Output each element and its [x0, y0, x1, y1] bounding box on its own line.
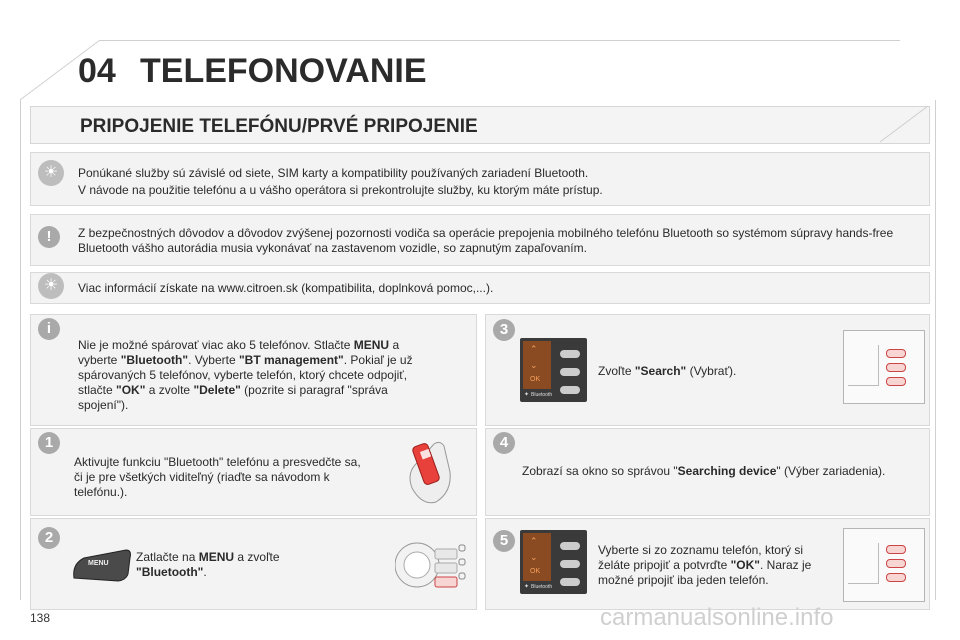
screen-bluetooth-label: Bluetooth	[531, 584, 553, 590]
note-text-bold: "OK"	[116, 383, 146, 397]
frame-line-right	[935, 100, 936, 600]
step5-number: 5	[493, 530, 515, 552]
note-text-part: a zvolte	[145, 383, 194, 397]
note-text-bold: "BT management"	[238, 353, 344, 367]
menu-button-label: MENU	[88, 560, 109, 567]
screen-button	[560, 350, 580, 358]
watermark: carmanualsonline.info	[600, 604, 834, 631]
frame-line-top	[100, 40, 900, 41]
step5-text-part: Vyberte si zo zoznamu telefón, ktorý si želáte pripojiť a potvrďte	[598, 543, 803, 572]
sketch-button	[886, 377, 906, 386]
frame-line-left	[20, 100, 21, 600]
note-text-part: Nie je možné spárovať viac ako 5 telefónov. Stlačte	[78, 338, 354, 352]
sketch-bracket	[848, 543, 879, 584]
step4-text-part: " (Výber zariadenia).	[776, 464, 886, 478]
sun-icon	[38, 273, 64, 299]
step5-text	[598, 543, 826, 588]
step2-text-bold: MENU	[198, 550, 235, 564]
note-text-bold: "Bluetooth"	[120, 353, 189, 367]
screen-bluetooth-label: Bluetooth	[531, 392, 553, 398]
page-number: 138	[30, 611, 51, 625]
step3-text-part: Zvoľte	[598, 364, 635, 378]
section-bar-diagonal	[880, 106, 930, 144]
screen-button	[560, 386, 580, 394]
step3-text-bold: "Search"	[634, 364, 687, 378]
note-text-part: (pozrite si paragraf "správa spojení").	[78, 383, 388, 412]
sketch-button	[886, 545, 906, 554]
step2-text-part: Zatlačte na	[136, 550, 199, 564]
sketch-button	[886, 349, 906, 358]
sketch-button	[886, 559, 906, 568]
chevron-up-icon: ⌃	[530, 536, 538, 546]
note-text-part: . Pokiaľ je už spárovaných 5 telefónov, vyberte telefón, ktorý chcete odpojiť, stlačte	[78, 353, 413, 397]
note-text-bold: MENU	[353, 338, 390, 352]
info-services-line1: Ponúkané služby sú závislé od siete, SIM karty a kompatibility používaných zariadení Bluetooth.	[78, 166, 589, 180]
step4-text-bold: Searching device	[677, 464, 777, 478]
screen-button	[560, 542, 580, 550]
screen-button	[560, 560, 580, 568]
chapter-title: TELEFONOVANIE	[140, 52, 427, 90]
step4-text	[522, 464, 922, 479]
sketch-button	[886, 573, 906, 582]
step1-number: 1	[38, 432, 60, 454]
bluetooth-icon: ✦	[524, 392, 530, 398]
step5-text-bold: "OK"	[730, 558, 760, 572]
note-text-part: a vyberte	[78, 338, 400, 367]
step3-number: 3	[493, 319, 515, 341]
warning-icon: !	[38, 226, 60, 248]
sun-icon	[38, 160, 64, 186]
warning-text: Z bezpečnostných dôvodov a dôvodov zvýšenej pozornosti vodiča sa operácie prepojenia mobilného telefónu Bluetooth so systémom súpravy hands-free Bluetooth vášho autorádia musia vykonávať na zastavenom vozidle, so zapnutým zapaľovaním.	[78, 226, 894, 255]
radio-panel-sketch	[843, 528, 925, 602]
sketch-button	[886, 363, 906, 372]
info-icon: i	[38, 318, 60, 340]
step4-text-part: Zobrazí sa okno so správou "	[522, 464, 678, 478]
screen-ok-label: OK	[530, 568, 541, 575]
step1-text: Aktivujte funkciu "Bluetooth" telefónu a presvedčte sa, či je pre všetkých viditeľný (riaďte sa návodom k telefónu.).	[74, 455, 361, 499]
chevron-down-icon: ⌄	[530, 552, 538, 562]
radio-control-illustration	[395, 535, 470, 595]
info-more-text: Viac informácií získate na www.citroen.sk (kompatibilita, doplnková pomoc,...).	[78, 281, 494, 295]
sketch-bracket	[848, 345, 879, 386]
chevron-up-icon: ⌃	[530, 344, 538, 354]
phone-hand-illustration	[400, 432, 460, 508]
radio-screen-step3	[520, 338, 587, 402]
note-text-bold: "Delete"	[193, 383, 241, 397]
screen-button	[560, 578, 580, 586]
step2-text-bold: "Bluetooth"	[136, 565, 204, 579]
note-text-part: . Vyberte	[188, 353, 239, 367]
step5-text-part: . Naraz je možné pripojiť iba jeden telefón.	[598, 558, 812, 587]
step2-text	[136, 550, 336, 580]
info-services-line2: V návode na použitie telefónu a u vášho operátora si prekontrolujte služby, ku ktorým máte prístup.	[78, 183, 603, 197]
screen-button	[560, 368, 580, 376]
section-title: PRIPOJENIE TELEFÓNU/PRVÉ PRIPOJENIE	[80, 116, 478, 137]
radio-screen-step5	[520, 530, 587, 594]
step2-text-part: .	[203, 565, 207, 579]
step2-number: 2	[38, 527, 60, 549]
chevron-down-icon: ⌄	[530, 360, 538, 370]
note-text	[78, 338, 438, 413]
chapter-number: 04	[78, 52, 116, 90]
step4-number: 4	[493, 432, 515, 454]
screen-ok-label: OK	[530, 376, 541, 383]
bluetooth-icon: ✦	[524, 584, 530, 590]
step2-text-part: a zvoľte	[234, 550, 280, 564]
step3-text	[598, 364, 828, 379]
step3-text-part: (Vybrať).	[686, 364, 737, 378]
radio-panel-sketch	[843, 330, 925, 404]
